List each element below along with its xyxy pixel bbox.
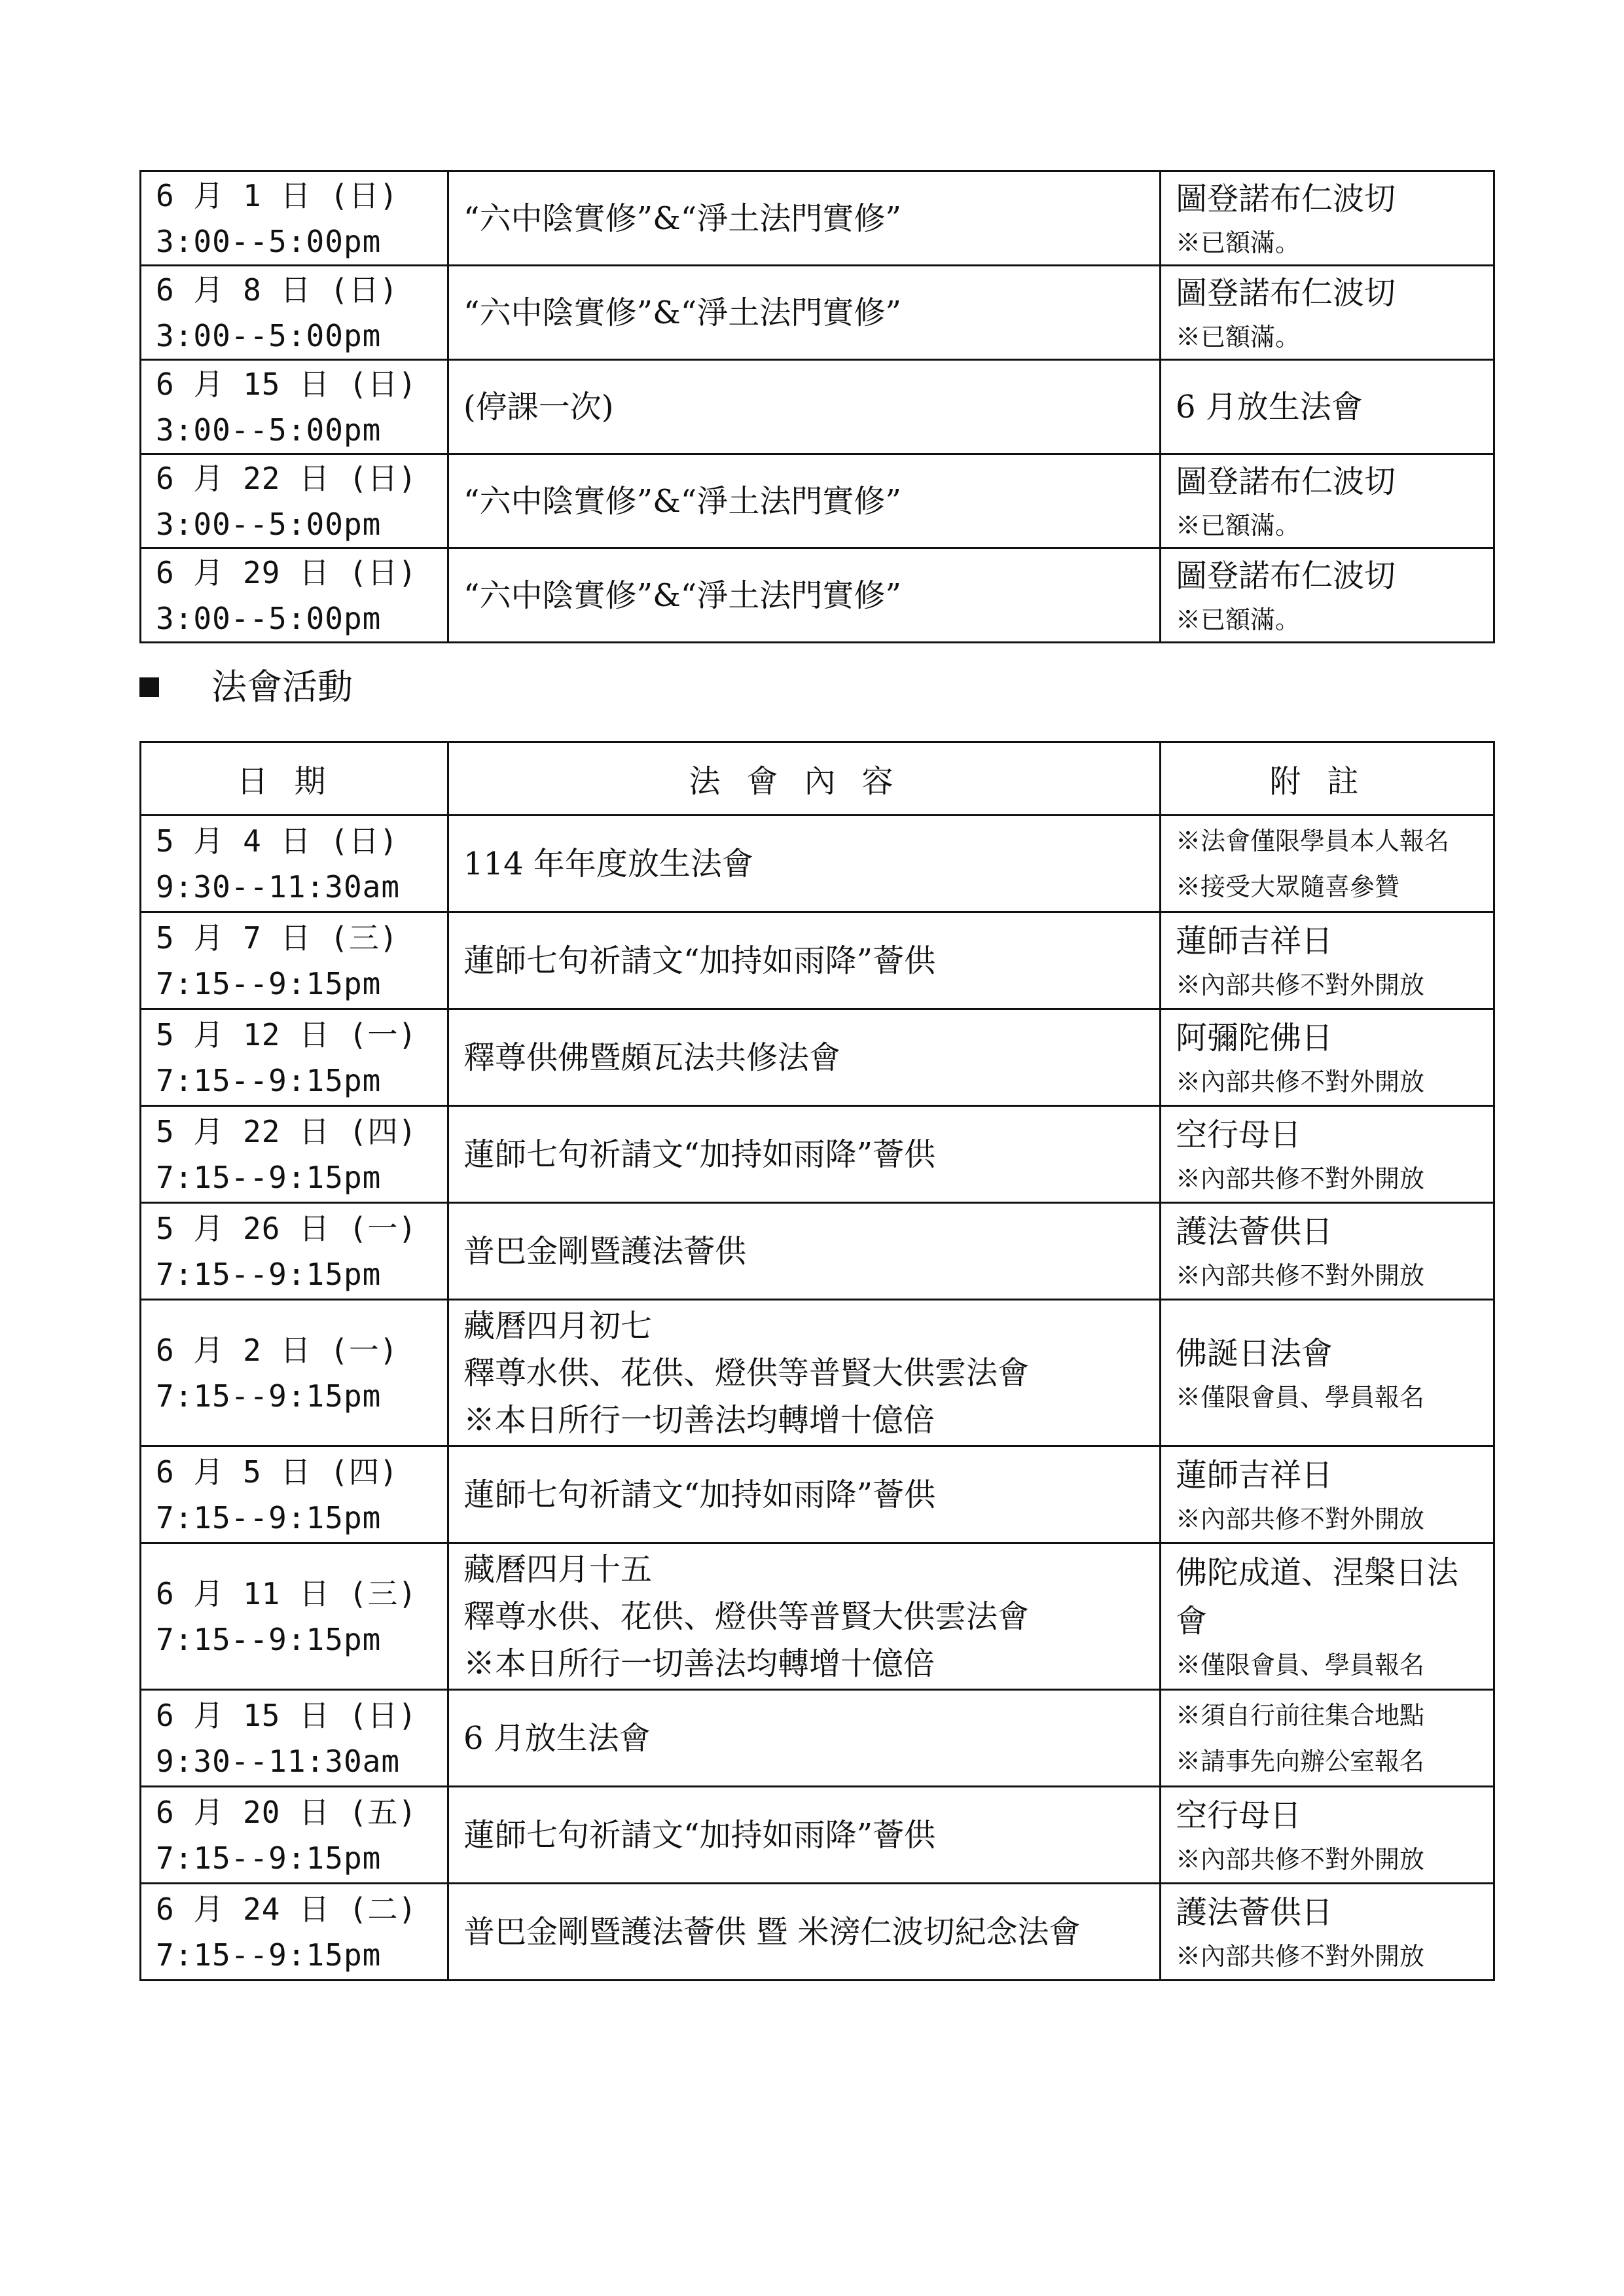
note-cell [1161, 1446, 1494, 1543]
content-cell: “六中陰實修”&“淨土法門實修” [448, 171, 1161, 266]
note-primary: 圖登諾布仁波切 [1176, 557, 1396, 594]
table-row [141, 1106, 1494, 1203]
note-primary: 護法薈供日 [1176, 1213, 1333, 1250]
date-text: 6 月 2 日 (一) [156, 1332, 399, 1368]
date-text: 6 月 24 日 (二) [156, 1891, 418, 1927]
note-cell [1161, 266, 1494, 360]
table-row [141, 454, 1494, 548]
note-cell [1161, 171, 1494, 266]
table-row [141, 1884, 1494, 1981]
time-text: 7:15--9:15pm [156, 1840, 382, 1876]
time-text: 3:00--5:00pm [156, 506, 382, 542]
content-cell [448, 1690, 1161, 1787]
date-cell [141, 912, 448, 1009]
note-secondary: ※已額滿。 [1176, 511, 1301, 540]
content-cell: (停課一次) [448, 360, 1161, 454]
table-row [141, 1543, 1494, 1690]
class-schedule-table [139, 170, 1495, 643]
note-primary: 阿彌陀佛日 [1176, 1019, 1333, 1056]
content-cell [448, 816, 1161, 912]
time-text: 3:00--5:00pm [156, 600, 382, 636]
content-cell: “六中陰實修”&“淨土法門實修” [448, 266, 1161, 360]
note-primary: 佛陀成道、涅槃日法會 [1176, 1554, 1459, 1640]
note-cell [1161, 1203, 1494, 1300]
date-text: 6 月 20 日 (五) [156, 1794, 418, 1830]
date-cell [141, 171, 448, 266]
content-cell [448, 1446, 1161, 1543]
time-text: 7:15--9:15pm [156, 1499, 382, 1535]
date-cell [141, 548, 448, 643]
content-line: 114 年年度放生法會 [463, 845, 753, 882]
table-row [141, 548, 1494, 643]
date-cell [141, 1884, 448, 1981]
date-cell [141, 1690, 448, 1787]
time-text: 7:15--9:15pm [156, 1159, 382, 1195]
date-text: 6 月 15 日 (日) [156, 1697, 418, 1733]
date-text: 5 月 4 日 (日) [156, 823, 399, 859]
time-text: 7:15--9:15pm [156, 1256, 382, 1292]
content-line: 蓮師七句祈請文“加持如雨降”薈供 [463, 1816, 936, 1854]
date-cell [141, 1446, 448, 1543]
note-secondary: ※內部共修不對外開放 [1176, 1504, 1425, 1534]
content-line: 釋尊水供、花供、燈供等普賢大供雲法會 [463, 1598, 1030, 1635]
table-row [141, 1009, 1494, 1106]
date-cell [141, 1106, 448, 1203]
note-secondary: ※已額滿。 [1176, 605, 1301, 634]
date-text: 6 月 22 日 (日) [156, 460, 418, 496]
note-cell [1161, 1106, 1494, 1203]
note-primary: 護法薈供日 [1176, 1893, 1333, 1931]
note-primary: 圖登諾布仁波切 [1176, 463, 1396, 500]
note-primary: ※須自行前往集合地點 [1176, 1700, 1425, 1730]
date-cell [141, 266, 448, 360]
date-text: 6 月 8 日 (日) [156, 272, 399, 308]
table-row [141, 1203, 1494, 1300]
date-cell [141, 1203, 448, 1300]
content-line: 蓮師七句祈請文“加持如雨降”薈供 [463, 1136, 936, 1173]
note-primary: 空行母日 [1176, 1116, 1302, 1153]
note-cell [1161, 1690, 1494, 1787]
note-cell [1161, 548, 1494, 643]
date-text: 5 月 7 日 (三) [156, 920, 399, 956]
time-text: 7:15--9:15pm [156, 965, 382, 1001]
note-cell [1161, 1009, 1494, 1106]
note-secondary: ※內部共修不對外開放 [1176, 1164, 1425, 1193]
section-title [139, 661, 353, 713]
table-row [141, 816, 1494, 912]
date-cell [141, 816, 448, 912]
time-text: 3:00--5:00pm [156, 317, 382, 353]
date-text: 6 月 11 日 (三) [156, 1575, 418, 1611]
note-secondary: ※已額滿。 [1176, 228, 1301, 257]
time-text: 3:00--5:00pm [156, 412, 382, 448]
table-row [141, 1446, 1494, 1543]
note-primary: 空行母日 [1176, 1797, 1302, 1834]
content-cell [448, 912, 1161, 1009]
table-row [141, 1787, 1494, 1884]
note-primary: 佛誕日法會 [1176, 1335, 1333, 1372]
note-primary: 蓮師吉祥日 [1176, 922, 1333, 960]
time-text: 7:15--9:15pm [156, 1378, 382, 1414]
content-cell [448, 1543, 1161, 1690]
time-text: 7:15--9:15pm [156, 1621, 382, 1657]
table-row [141, 360, 1494, 454]
content-line: ※本日所行一切善法均轉增十億倍 [463, 1401, 935, 1439]
note-cell [1161, 816, 1494, 912]
header-date: 日期 [141, 742, 448, 816]
content-line: 藏曆四月十五 [463, 1551, 653, 1588]
time-text: 9:30--11:30am [156, 869, 401, 905]
date-cell [141, 1787, 448, 1884]
content-cell: “六中陰實修”&“淨土法門實修” [448, 454, 1161, 548]
content-line: 普巴金剛暨護法薈供 暨 米滂仁波切紀念法會 [463, 1913, 1081, 1950]
date-text: 5 月 26 日 (一) [156, 1210, 418, 1246]
content-cell [448, 1106, 1161, 1203]
section-title-text: 法會活動 [211, 666, 353, 708]
content-line: 蓮師七句祈請文“加持如雨降”薈供 [463, 1476, 936, 1513]
note-cell [1161, 912, 1494, 1009]
note-primary: 蓮師吉祥日 [1176, 1456, 1333, 1494]
note-cell [1161, 1884, 1494, 1981]
table-row [141, 1690, 1494, 1787]
table-row [141, 266, 1494, 360]
note-secondary: ※僅限會員、學員報名 [1176, 1382, 1425, 1412]
note-secondary: ※內部共修不對外開放 [1176, 970, 1425, 999]
content-cell [448, 1203, 1161, 1300]
note-primary: ※法會僅限學員本人報名 [1176, 826, 1450, 855]
events-table [139, 741, 1495, 1981]
table-row [141, 171, 1494, 266]
header-note: 附註 [1161, 742, 1494, 816]
date-text: 5 月 22 日 (四) [156, 1113, 418, 1149]
note-cell [1161, 1543, 1494, 1690]
date-cell [141, 1009, 448, 1106]
date-text: 6 月 29 日 (日) [156, 554, 418, 590]
note-secondary: ※接受大眾隨喜參贊 [1176, 872, 1400, 901]
note-secondary: ※內部共修不對外開放 [1176, 1261, 1425, 1290]
note-primary: 圖登諾布仁波切 [1176, 180, 1396, 217]
time-text: 9:30--11:30am [156, 1743, 401, 1779]
content-line: ※本日所行一切善法均轉增十億倍 [463, 1645, 935, 1682]
note-secondary: ※已額滿。 [1176, 322, 1301, 351]
date-cell [141, 454, 448, 548]
date-cell [141, 360, 448, 454]
note-cell [1161, 1300, 1494, 1446]
date-text: 6 月 15 日 (日) [156, 366, 418, 402]
content-cell: “六中陰實修”&“淨土法門實修” [448, 548, 1161, 643]
content-line: 6 月放生法會 [463, 1719, 651, 1757]
content-line: 普巴金剛暨護法薈供 [463, 1232, 747, 1270]
date-cell [141, 1300, 448, 1446]
table-row [141, 912, 1494, 1009]
events-header-row [141, 742, 1494, 816]
note-cell [1161, 454, 1494, 548]
note-primary: 6 月放生法會 [1176, 388, 1363, 425]
content-line: 釋尊供佛暨頗瓦法共修法會 [463, 1039, 841, 1076]
header-content: 法會內容 [448, 742, 1161, 816]
content-line: 釋尊水供、花供、燈供等普賢大供雲法會 [463, 1354, 1030, 1391]
note-secondary: ※僅限會員、學員報名 [1176, 1650, 1425, 1679]
note-secondary: ※內部共修不對外開放 [1176, 1067, 1425, 1096]
square-bullet-icon [139, 677, 159, 697]
note-secondary: ※請事先向辦公室報名 [1176, 1746, 1425, 1776]
content-cell [448, 1884, 1161, 1981]
date-text: 6 月 5 日 (四) [156, 1454, 399, 1490]
time-text: 3:00--5:00pm [156, 223, 382, 259]
content-cell [448, 1300, 1161, 1446]
date-text: 5 月 12 日 (一) [156, 1016, 418, 1052]
note-secondary: ※內部共修不對外開放 [1176, 1844, 1425, 1874]
note-primary: 圖登諾布仁波切 [1176, 274, 1396, 312]
note-secondary: ※內部共修不對外開放 [1176, 1941, 1425, 1971]
time-text: 7:15--9:15pm [156, 1062, 382, 1098]
time-text: 7:15--9:15pm [156, 1937, 382, 1973]
table-row [141, 1300, 1494, 1446]
content-line: 蓮師七句祈請文“加持如雨降”薈供 [463, 942, 936, 979]
content-cell [448, 1009, 1161, 1106]
note-cell [1161, 1787, 1494, 1884]
content-cell [448, 1787, 1161, 1884]
date-text: 6 月 1 日 (日) [156, 177, 399, 213]
content-line: 藏曆四月初七 [463, 1307, 653, 1344]
date-cell [141, 1543, 448, 1690]
note-cell [1161, 360, 1494, 454]
